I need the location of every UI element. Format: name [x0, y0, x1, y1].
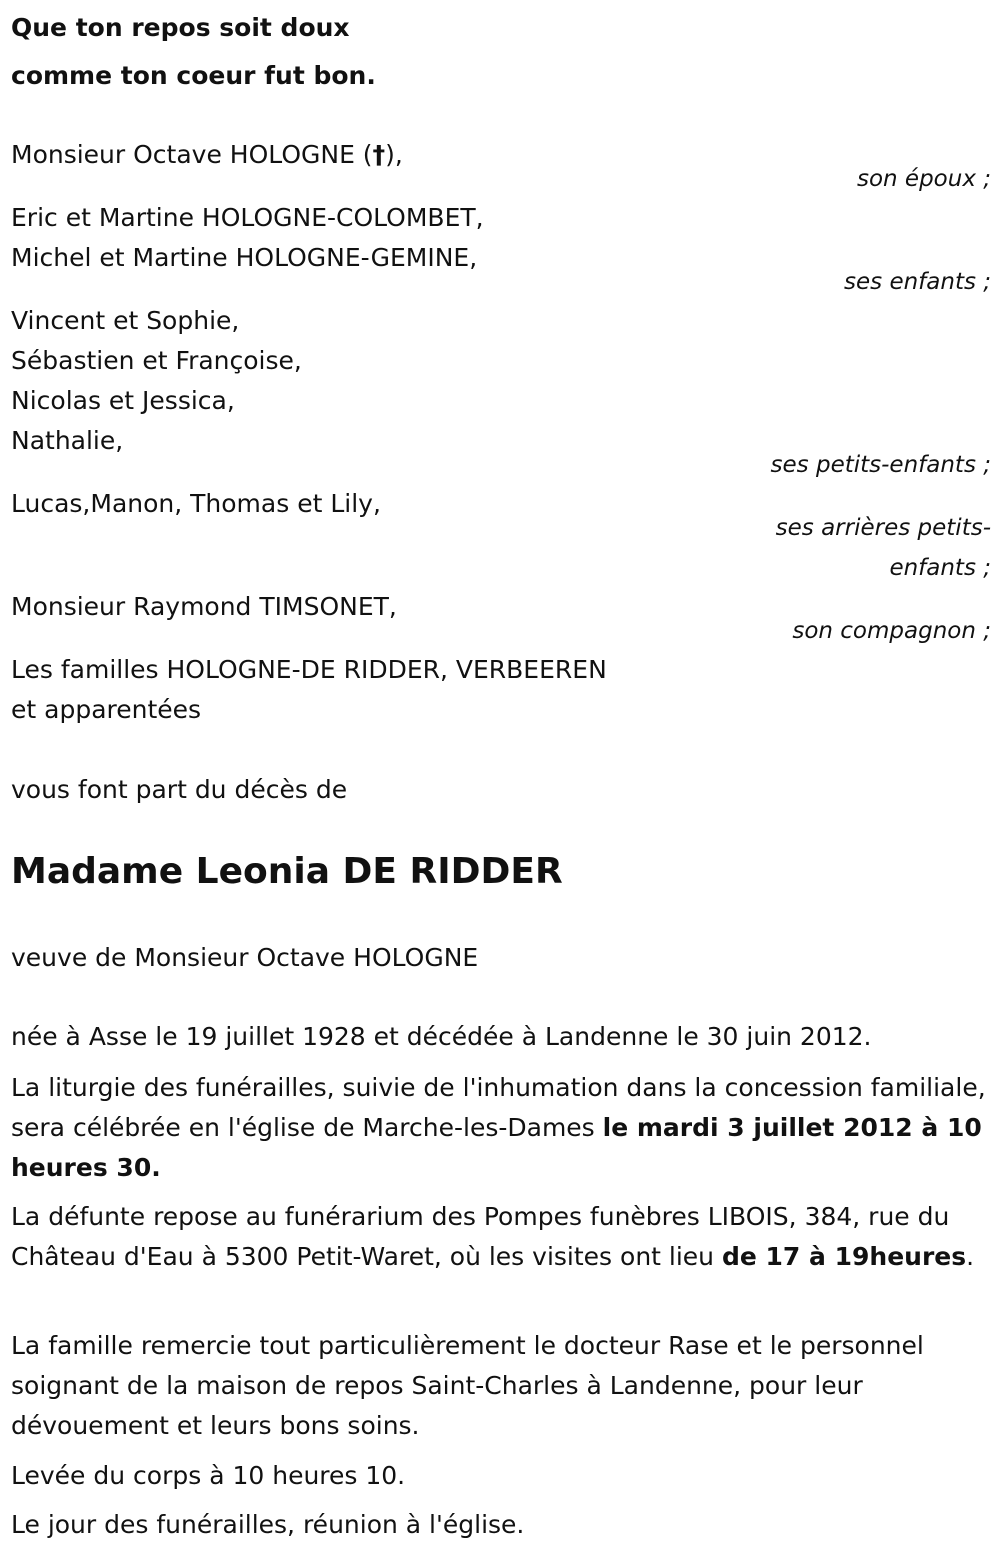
grandchildren-block: [11, 301, 991, 485]
grandchildren-role: ses petits-enfants ;: [770, 452, 991, 478]
spouse-name: Monsieur Octave HOLOGNE (: [11, 140, 373, 169]
epitaph: [11, 4, 991, 100]
companion-block: [11, 587, 991, 651]
visitation-hours: de 17 à 19heures: [721, 1242, 967, 1271]
visitation-end: .: [966, 1242, 975, 1271]
levee: Levée du corps à 10 heures 10.: [11, 1461, 406, 1490]
spouse-block: [11, 135, 991, 199]
great-grandchildren-block: [11, 484, 991, 588]
child-line: Michel et Martine HOLOGNE-GEMINE,: [11, 243, 478, 272]
grandchild-line: Sébastien et Françoise,: [11, 346, 302, 375]
grandchild-line: Vincent et Sophie,: [11, 306, 240, 335]
families-block: [11, 650, 991, 730]
grandchild-line: Nathalie,: [11, 426, 124, 455]
grandchild-line: Nicolas et Jessica,: [11, 386, 235, 415]
families-line-1: Les familles HOLOGNE-DE RIDDER, VERBEEREN: [11, 655, 607, 684]
spouse-suffix: ),: [385, 140, 403, 169]
epitaph-line-2: comme ton coeur fut bon.: [11, 61, 376, 90]
cross-icon: †: [372, 140, 386, 169]
liturgy-datetime: le mardi 3 juillet 2012 à 10 heures 30.: [11, 1113, 982, 1182]
widow-of: veuve de Monsieur Octave HOLOGNE: [11, 943, 479, 972]
great-grandchildren-role-line-1: ses arrières petits-: [775, 515, 991, 541]
families-line-2: et apparentées: [11, 695, 202, 724]
liturgy-paragraph: [11, 1068, 991, 1188]
companion-role: son compagnon ;: [792, 618, 991, 644]
visitation-paragraph: [11, 1197, 991, 1277]
visitation-text: La défunte repose au funérarium des Pompes funèbres LIBOIS, 384, rue du Château d'Eau à 5300 Petit-Waret, où les visites ont lieu: [11, 1202, 950, 1271]
announcement: vous font part du décès de: [11, 775, 348, 804]
child-line: Eric et Martine HOLOGNE-COLOMBET,: [11, 203, 484, 232]
spouse-role: son époux ;: [856, 166, 991, 192]
children-block: [11, 198, 991, 302]
children-role: ses enfants ;: [844, 269, 991, 295]
deceased-name: Madame Leonia DE RIDDER: [11, 851, 563, 892]
thanks-paragraph: La famille remercie tout particulièrement le docteur Rase et le personnel soignant de la maison de repos Saint-Charles à Landenne, pour leur dévouement et leurs bons soins.: [11, 1331, 924, 1440]
liturgy-text: La liturgie des funérailles, suivie de l'inhumation dans la concession familiale, sera célébrée en l'église de Marche-les-Dames: [11, 1073, 986, 1142]
born-died: née à Asse le 19 juillet 1928 et décédée à Landenne le 30 juin 2012.: [11, 1022, 872, 1051]
great-grandchild-line: Lucas,Manon, Thomas et Lily,: [11, 489, 381, 518]
epitaph-line-1: Que ton repos soit doux: [11, 13, 350, 42]
great-grandchildren-role-line-2: enfants ;: [889, 555, 991, 581]
reunion: Le jour des funérailles, réunion à l'église.: [11, 1510, 525, 1539]
companion-line: Monsieur Raymond TIMSONET,: [11, 592, 397, 621]
